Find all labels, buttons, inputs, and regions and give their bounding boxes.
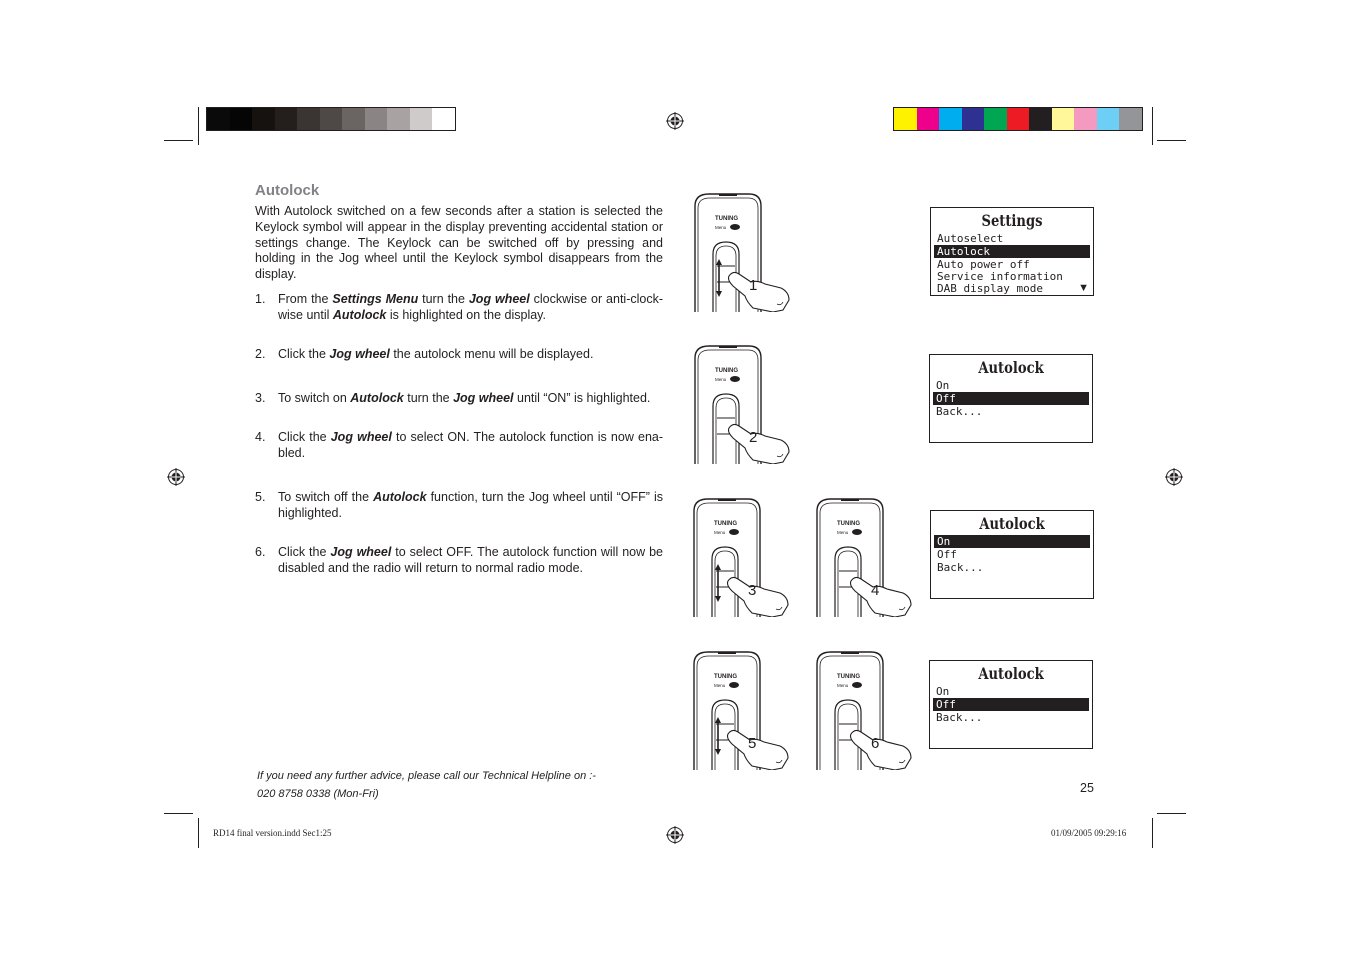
step-6: [255, 545, 663, 576]
step-callout-number: 3: [748, 582, 757, 599]
menu-item-selected: Off: [933, 392, 1089, 405]
color-swatch: [984, 108, 1007, 130]
menu-item: DAB display mode: [937, 282, 1043, 295]
color-swatch: [1029, 108, 1052, 130]
radio-device-illustration: [815, 650, 915, 770]
menu-item: Back...: [936, 711, 983, 724]
section-title: Autolock: [255, 182, 320, 199]
lcd-display-autolock-on: [930, 510, 1094, 599]
svg-text:TUNING: TUNING: [837, 521, 860, 527]
slug-file-info: RD14 final version.indd Sec1:25: [213, 828, 332, 838]
step-text: From the Settings Menu turn the Jog wheel clockwise or anti-clock-wise until Autolock is highlighted on the display.: [278, 292, 664, 322]
step-callout-number: 2: [749, 429, 758, 446]
step-callout-number: 6: [871, 735, 880, 752]
step-callout-number: 1: [749, 277, 758, 294]
radio-device-illustration: [693, 344, 793, 464]
intro-paragraph: With Autolock switched on a few seconds after a station is selected the Keylock symbol will appear in the display preventing accidental station or settings change. The Keylock can be switched off by pressing and holding in the Jog wheel until the Keylock symbol disappears from the display.: [255, 204, 663, 282]
radio-device-illustration: [815, 497, 915, 617]
step-number: 6.: [255, 545, 266, 559]
color-swatch: [320, 108, 343, 130]
menu-item: Back...: [937, 561, 984, 574]
display-title: Autolock: [978, 664, 1044, 683]
step-text: Click the Jog wheel the autolock menu will be displayed.: [278, 347, 594, 361]
color-swatch: [410, 108, 433, 130]
svg-text:TUNING: TUNING: [715, 216, 738, 222]
color-swatch: [1119, 108, 1142, 130]
helpline-number: 020 8758 0338 (Mon-Fri): [257, 788, 379, 800]
scroll-down-arrow-icon: ▼: [1078, 282, 1089, 294]
color-swatch: [365, 108, 388, 130]
helpline-note: If you need any further advice, please call our Technical Helpline on :-: [257, 770, 596, 782]
step-number: 2.: [255, 347, 266, 361]
svg-text:Menu: Menu: [714, 530, 726, 535]
grayscale-calibration-bar: [206, 107, 456, 131]
svg-text:TUNING: TUNING: [837, 674, 860, 680]
crop-mark: [164, 140, 193, 141]
menu-item: On: [936, 685, 950, 698]
registration-mark-icon: [1165, 468, 1183, 486]
color-swatch: [939, 108, 962, 130]
svg-text:Menu: Menu: [714, 683, 726, 688]
color-swatch: [252, 108, 275, 130]
menu-item: Off: [937, 548, 957, 561]
svg-text:Menu: Menu: [715, 377, 727, 382]
menu-item: Auto power off: [937, 258, 1030, 271]
crop-mark: [1157, 813, 1186, 814]
step-text: Click the Jog wheel to select OFF. The autolock function will now be disabled and the radio will return to normal radio mode.: [278, 545, 663, 575]
radio-device-illustration: [692, 650, 792, 770]
step-callout-number: 5: [748, 735, 757, 752]
registration-mark-icon: [167, 468, 185, 486]
color-swatch: [894, 108, 917, 130]
menu-item-selected: Autolock: [934, 245, 1090, 258]
registration-mark-icon: [666, 112, 684, 130]
color-swatch: [297, 108, 320, 130]
lcd-display-settings: [930, 207, 1094, 296]
svg-text:TUNING: TUNING: [715, 368, 738, 374]
crop-mark: [164, 813, 193, 814]
crop-mark: [198, 818, 199, 848]
svg-text:Menu: Menu: [715, 225, 727, 230]
step-callout-number: 4: [871, 582, 880, 599]
registration-mark-icon: [666, 826, 684, 844]
color-swatch: [207, 108, 230, 130]
svg-text:Menu: Menu: [837, 530, 849, 535]
crop-mark: [1152, 107, 1153, 145]
step-text: To switch off the Autolock function, turn the Jog wheel until “OFF” is highlighted.: [278, 490, 664, 520]
color-swatch: [275, 108, 298, 130]
step-2: [255, 347, 663, 363]
menu-item: Back...: [936, 405, 983, 418]
svg-text:Menu: Menu: [837, 683, 849, 688]
menu-item: On: [936, 379, 950, 392]
color-swatch: [342, 108, 365, 130]
slug-timestamp: 01/09/2005 09:29:16: [1051, 828, 1127, 838]
color-swatch: [1074, 108, 1097, 130]
color-swatch: [230, 108, 253, 130]
color-swatch: [917, 108, 940, 130]
color-swatch: [1097, 108, 1120, 130]
svg-text:TUNING: TUNING: [714, 521, 737, 527]
radio-device-illustration: [692, 497, 792, 617]
svg-text:TUNING: TUNING: [714, 674, 737, 680]
color-calibration-bar: [893, 107, 1143, 131]
step-number: 3.: [255, 391, 266, 405]
color-swatch: [1007, 108, 1030, 130]
step-number: 1.: [255, 292, 266, 306]
step-text: To switch on Autolock turn the Jog wheel until “ON” is highlighted.: [278, 391, 651, 405]
crop-mark: [1152, 818, 1153, 848]
step-1: [255, 292, 663, 323]
display-title: Settings: [981, 211, 1043, 230]
crop-mark: [1157, 140, 1186, 141]
step-number: 5.: [255, 490, 266, 504]
radio-device-illustration: [693, 192, 793, 312]
menu-item-selected: Off: [933, 698, 1089, 711]
menu-item-selected: On: [934, 535, 1090, 548]
step-number: 4.: [255, 430, 266, 444]
step-text: Click the Jog wheel to select ON. The autolock function is now ena-bled.: [278, 430, 664, 460]
step-3: [255, 391, 663, 407]
lcd-display-autolock-off: [929, 354, 1093, 443]
color-swatch: [432, 108, 455, 130]
color-swatch: [1052, 108, 1075, 130]
lcd-display-autolock-off-final: [929, 660, 1093, 749]
display-title: Autolock: [978, 358, 1044, 377]
menu-item: Service information: [937, 270, 1063, 283]
display-title: Autolock: [979, 514, 1045, 533]
page-number: 25: [1080, 781, 1094, 795]
step-5: [255, 490, 663, 521]
crop-mark: [198, 107, 199, 145]
menu-item: Autoselect: [937, 232, 1004, 245]
color-swatch: [962, 108, 985, 130]
step-4: [255, 430, 663, 461]
color-swatch: [387, 108, 410, 130]
